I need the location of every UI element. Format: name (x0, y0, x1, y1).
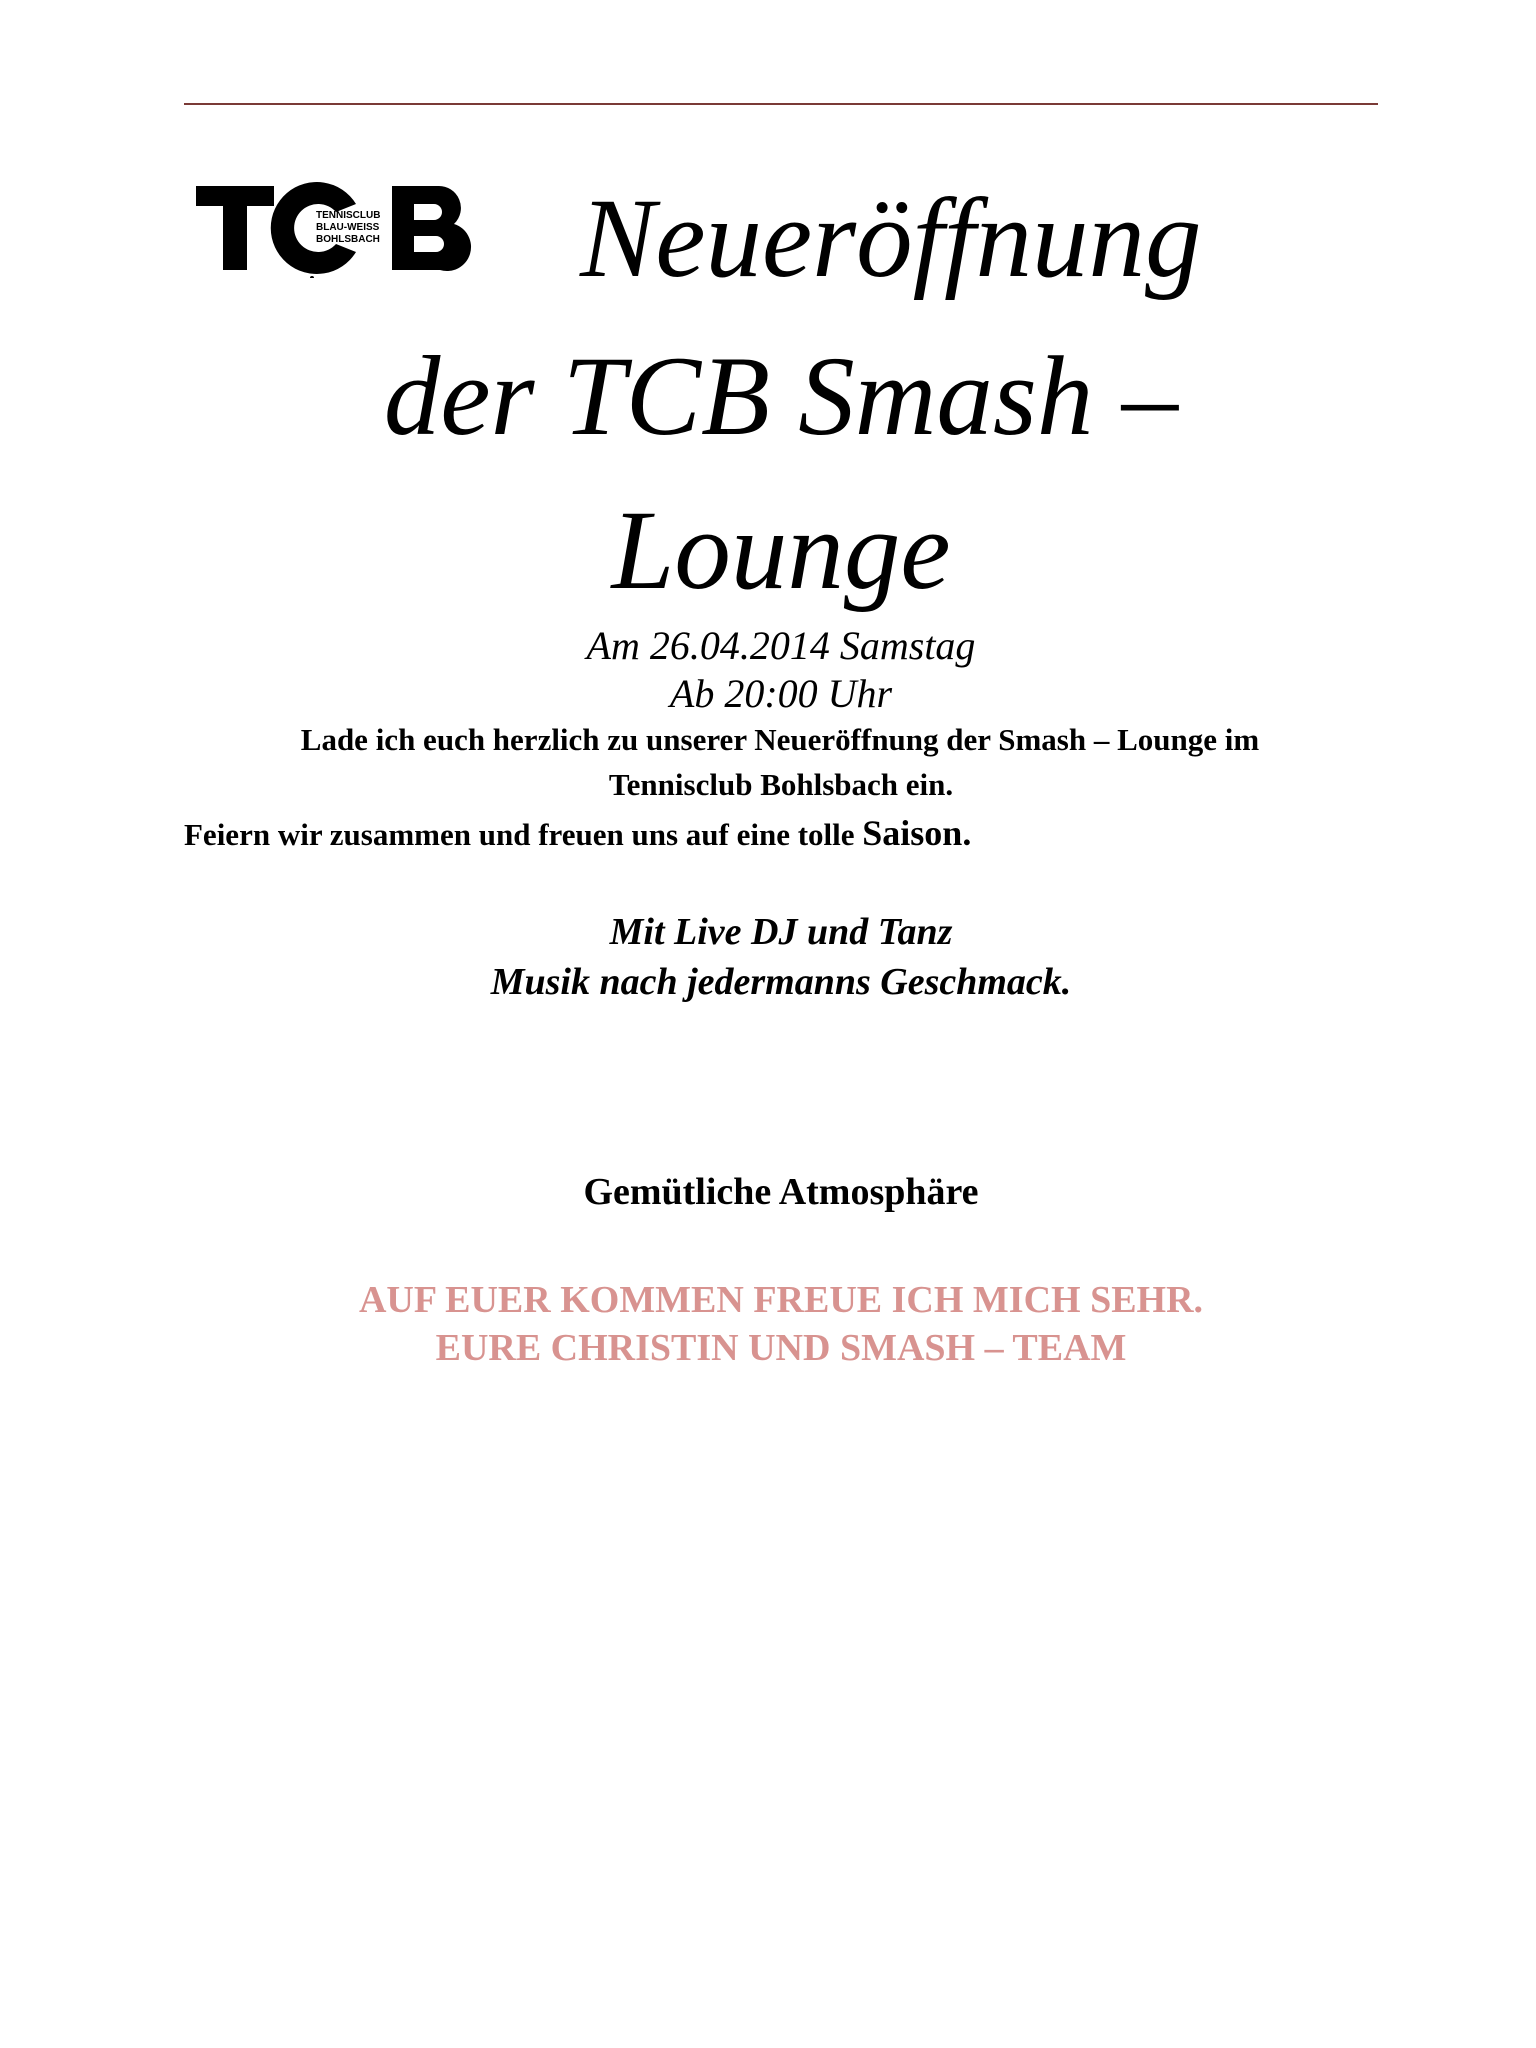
logo-club-line-1: TENNISCLUB (316, 210, 381, 221)
event-time: Ab 20:00 Uhr (669, 671, 893, 716)
music-line-2: Musik nach jedermanns Geschmack. (490, 961, 1072, 1003)
title-line-2: der TCB Smash – (383, 334, 1179, 459)
closing-line-1: AUF EUER KOMMEN FREUE ICH MICH SEHR. (358, 1279, 1204, 1321)
invitation-line-1: Lade ich euch herzlich zu unserer Neueröffnung der Smash – Lounge im (300, 722, 1260, 757)
celebrate-line (184, 812, 971, 854)
logo-club-line-2: BLAU-WEISS (316, 222, 380, 233)
event-date: Am 26.04.2014 Samstag (586, 623, 976, 668)
title-line-1: Neueröffnung (580, 176, 1202, 301)
top-divider-rule (184, 103, 1378, 105)
music-line-1: Mit Live DJ und Tanz (609, 911, 953, 953)
atmosphere-line: Gemütliche Atmosphäre (583, 1171, 979, 1213)
tcb-club-logo (196, 178, 478, 278)
title-line-3: Lounge (611, 488, 951, 613)
logo-club-line-3: BOHLSBACH (316, 234, 380, 245)
closing-line-2: EURE CHRISTIN UND SMASH – TEAM (435, 1327, 1127, 1369)
celebrate-text: Feiern wir zusammen und freuen uns auf eine tolle (184, 817, 863, 852)
celebrate-season-word: Saison. (862, 813, 972, 853)
invitation-line-2: Tennisclub Bohlsbach ein. (608, 767, 954, 802)
